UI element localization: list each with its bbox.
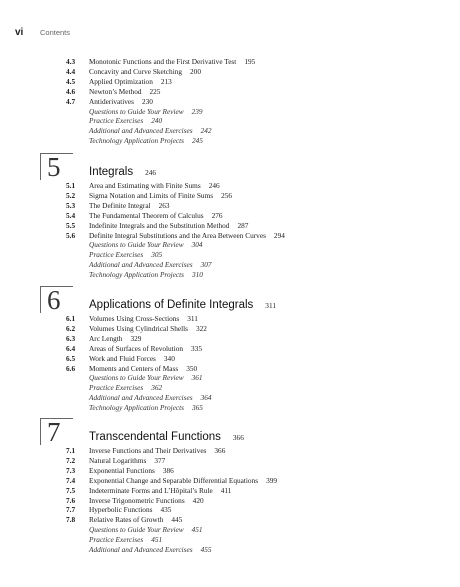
section-page-number: 322 (195, 323, 207, 333)
section-page-number: 195 (244, 57, 256, 66)
section-page-number: 256 (221, 190, 233, 200)
section-page-number: 411 (220, 485, 232, 495)
section-page-number: 364 (200, 393, 212, 403)
chapter-page-number: 366 (232, 433, 244, 442)
section-title (89, 211, 223, 221)
section-number: 4.6 (66, 86, 76, 96)
section-page-number: 310 (191, 270, 203, 280)
section-page-number: 335 (191, 343, 202, 353)
section-page-number: 305 (151, 250, 163, 260)
section-title-text: Practice Exercises (89, 116, 144, 126)
section-title (89, 456, 165, 466)
section-page-number: 451 (191, 525, 203, 535)
chapter-title-text: Integrals (89, 166, 134, 178)
section-title-text: Applied Optimization (89, 76, 153, 86)
section-title (89, 535, 162, 545)
section-page-number: 245 (191, 136, 203, 146)
section-number: 6.6 (66, 363, 76, 373)
section-number: 6.1 (66, 314, 76, 323)
section-title-text: Area and Estimating with Finite Sums (89, 181, 201, 190)
section-title (89, 466, 174, 476)
section-title (89, 231, 285, 241)
section-number: 7.7 (66, 505, 76, 515)
chapter-7-number: 7 (47, 417, 61, 447)
section-title-text: Inverse Trigonometric Functions (89, 495, 185, 505)
chapter-7-title (89, 430, 244, 445)
chapter-5-number: 5 (47, 152, 61, 182)
section-number: 6.2 (66, 323, 76, 333)
section-page-number: 311 (187, 314, 198, 323)
section-title-text: Technology Application Projects (89, 136, 184, 146)
section-title (89, 403, 203, 413)
section-title (89, 250, 162, 260)
section-number: 7.3 (66, 465, 76, 475)
section-title-text: Questions to Guide Your Review (89, 373, 184, 383)
section-page-number: 399 (266, 475, 278, 485)
section-title-text: Hyperbolic Functions (89, 505, 153, 515)
section-title (89, 545, 212, 555)
section-title-text: Technology Application Projects (89, 403, 184, 413)
section-title-text: The Definite Integral (89, 200, 151, 210)
section-title (89, 107, 203, 117)
section-title-text: Indefinite Integrals and the Substitution Method (89, 220, 230, 230)
section-page-number: 276 (211, 210, 223, 220)
section-title (89, 525, 203, 535)
section-page-number: 386 (162, 465, 174, 475)
section-title-text: Volumes Using Cross-Sections (89, 314, 180, 323)
section-title-text: Questions to Guide Your Review (89, 106, 184, 116)
chapter-title-text: Applications of Definite Integrals (89, 299, 254, 311)
chapter-page-number: 246 (145, 168, 157, 177)
section-title-text: Areas of Surfaces of Revolution (89, 343, 184, 353)
section-page-number: 455 (200, 545, 212, 554)
section-title-text: Concavity and Curve Sketching (89, 66, 183, 76)
section-page-number: 340 (163, 353, 175, 363)
section-title-text: Exponential Functions (89, 465, 155, 475)
section-page-number: 213 (160, 76, 172, 86)
section-page-number: 200 (190, 66, 201, 76)
section-page-number: 287 (237, 220, 249, 230)
section-page-number: 361 (191, 373, 203, 383)
section-title-text: Exponential Change and Separable Differential Equations (89, 475, 259, 485)
section-title (89, 221, 248, 231)
section-number: 5.4 (66, 210, 76, 220)
section-page-number: 304 (191, 240, 203, 250)
section-title (89, 515, 182, 525)
section-page-number: 451 (151, 535, 163, 545)
section-title (89, 476, 277, 486)
section-page-number: 329 (130, 333, 142, 343)
section-title (89, 324, 207, 334)
section-title (89, 67, 201, 77)
chapter-6-title (89, 298, 276, 313)
section-number: 5.5 (66, 220, 76, 230)
section-title (89, 136, 203, 146)
section-title-text: Natural Logarithms (89, 455, 147, 465)
section-title-text: The Fundamental Theorem of Calculus (89, 210, 204, 220)
chapter-5-title (89, 165, 156, 180)
page-number: vi (15, 27, 24, 38)
section-title (89, 87, 160, 97)
section-number: 7.6 (66, 495, 76, 505)
section-title-text: Moments and Centers of Mass (89, 363, 179, 373)
section-title-text: Sigma Notation and Limits of Finite Sums (89, 190, 214, 200)
section-title-text: Practice Exercises (89, 535, 144, 545)
section-title (89, 240, 203, 250)
section-title-text: Additional and Advanced Exercises (89, 393, 193, 403)
section-number: 5.1 (66, 181, 76, 190)
section-title-text: Newton’s Method (89, 86, 142, 96)
section-title-text: Volumes Using Cylindrical Shells (89, 323, 188, 333)
section-title (89, 260, 212, 270)
section-title (89, 393, 212, 403)
section-title-text: Additional and Advanced Exercises (89, 126, 193, 136)
section-title (89, 354, 175, 364)
section-page-number: 240 (151, 116, 163, 126)
section-title-text: Indeterminate Forms and L’Hôpital’s Rule (89, 485, 213, 495)
section-title-text: Inverse Functions and Their Derivatives (89, 446, 207, 455)
section-page-number: 239 (191, 106, 203, 116)
section-number: 7.5 (66, 485, 76, 495)
section-number: 5.2 (66, 190, 76, 200)
section-page-number: 294 (273, 230, 285, 240)
section-title (89, 314, 198, 324)
section-page-number: 307 (200, 260, 212, 270)
section-number: 5.3 (66, 200, 76, 210)
section-title (89, 373, 203, 383)
section-number: 4.5 (66, 76, 76, 86)
section-number: 4.7 (66, 96, 76, 106)
section-title-text: Work and Fluid Forces (89, 353, 156, 363)
section-number: 4.4 (66, 66, 76, 76)
section-title-text: Additional and Advanced Exercises (89, 545, 193, 554)
section-title (89, 446, 225, 456)
section-title-text: Arc Length (89, 333, 123, 343)
section-title (89, 270, 203, 280)
section-title (89, 496, 204, 506)
chapter-title-text: Transcendental Functions (89, 431, 221, 443)
section-page-number: 246 (208, 181, 220, 190)
section-number: 4.3 (66, 57, 76, 66)
section-page-number: 350 (186, 363, 198, 373)
section-title (89, 181, 220, 191)
section-title (89, 116, 162, 126)
section-number: 6.4 (66, 343, 76, 353)
section-title-text: Additional and Advanced Exercises (89, 260, 193, 270)
section-title (89, 57, 255, 67)
section-title-text: Relative Rates of Growth (89, 515, 164, 525)
section-title-text: Antiderivatives (89, 96, 134, 106)
section-title-text: Practice Exercises (89, 383, 144, 393)
section-title-text: Questions to Guide Your Review (89, 240, 184, 250)
section-page-number: 420 (192, 495, 204, 505)
chapter-6-number: 6 (47, 285, 61, 315)
section-page-number: 435 (160, 505, 172, 515)
section-number: 6.5 (66, 353, 76, 363)
section-title (89, 191, 232, 201)
section-page-number: 377 (154, 455, 166, 465)
section-number: 7.2 (66, 455, 76, 465)
section-page-number: 230 (142, 96, 153, 106)
section-number: 5.6 (66, 230, 76, 240)
section-page-number: 365 (191, 403, 203, 413)
running-title: Contents (40, 28, 71, 37)
section-number: 7.1 (66, 446, 76, 455)
section-title-text: Questions to Guide Your Review (89, 525, 184, 535)
section-title (89, 201, 170, 211)
section-title (89, 126, 212, 136)
section-title (89, 97, 153, 107)
section-number: 7.4 (66, 475, 76, 485)
section-title (89, 344, 202, 354)
section-title (89, 383, 162, 393)
section-title (89, 505, 171, 515)
section-title (89, 334, 141, 344)
section-page-number: 242 (200, 126, 212, 136)
section-number: 7.8 (66, 515, 76, 525)
section-page-number: 362 (151, 383, 163, 393)
section-title-text: Practice Exercises (89, 250, 144, 260)
section-title-text: Monotonic Functions and the First Derivative Test (89, 57, 237, 66)
section-page-number: 366 (214, 446, 226, 455)
section-page-number: 225 (149, 86, 161, 96)
section-title (89, 486, 231, 496)
section-page-number: 445 (171, 515, 183, 525)
section-title (89, 364, 197, 374)
chapter-page-number: 311 (265, 301, 276, 310)
section-title (89, 77, 172, 87)
section-number: 6.3 (66, 333, 76, 343)
section-page-number: 263 (158, 200, 170, 210)
section-title-text: Definite Integral Substitutions and the Area Between Curves (89, 230, 266, 240)
section-title-text: Technology Application Projects (89, 270, 184, 280)
